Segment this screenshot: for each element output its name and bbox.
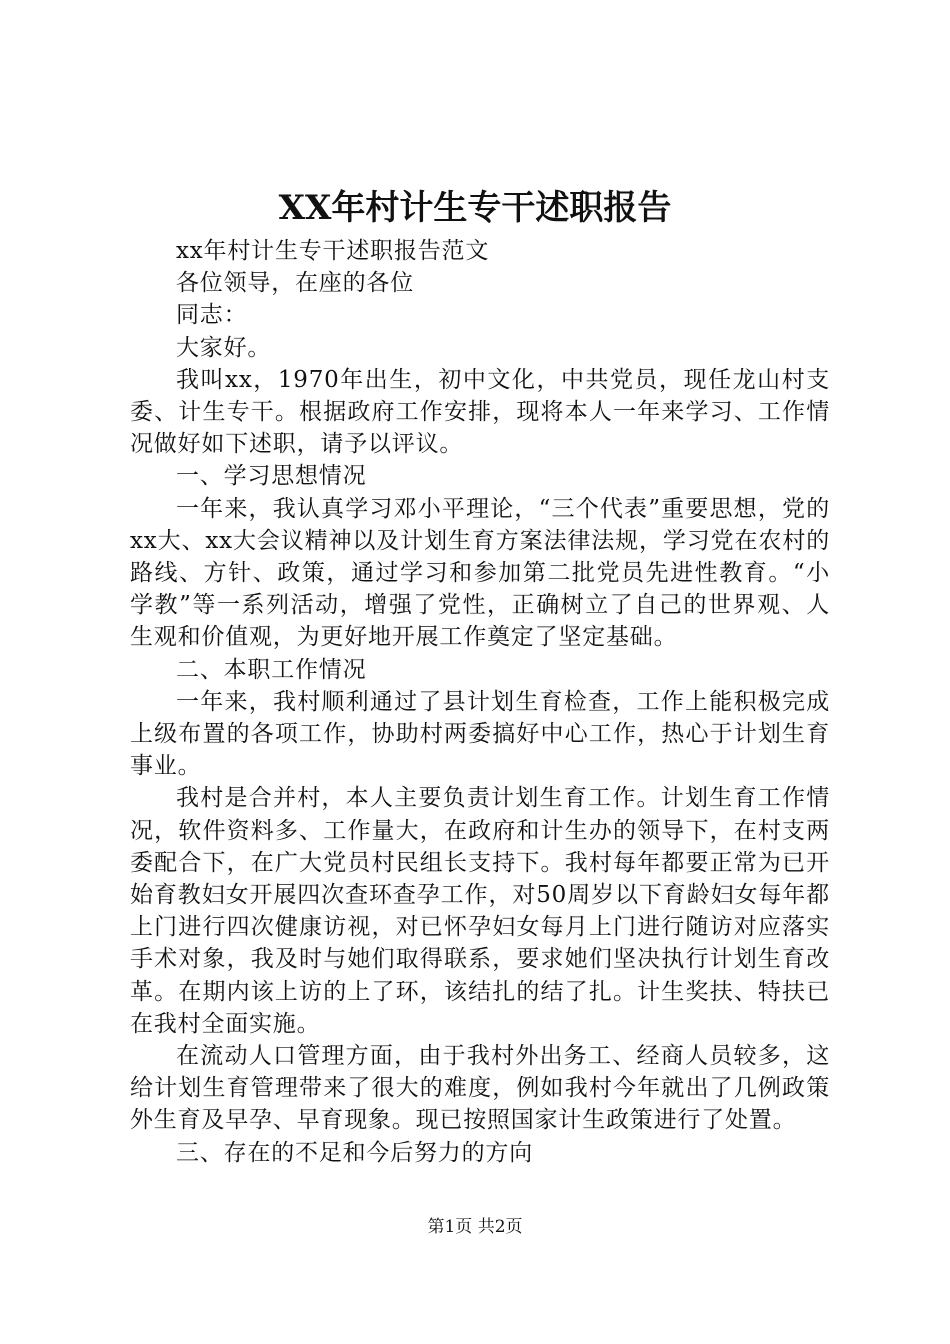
paragraph-migrant: 在流动人口管理方面，由于我村外出务工、经商人员较多，这给计划生育管理带来了很大的难度，例如我村今年就出了几例政策外生育及早孕、早育现象。现已按照国家计生政策进行了处置。 bbox=[130, 1043, 830, 1134]
paragraph-subtitle: xx年村计生专干述职报告范文 bbox=[176, 238, 490, 264]
page-footer bbox=[0, 1215, 950, 1239]
paragraph-intro: 我叫xx，1970年出生，初中文化，中共党员，现任龙山村支委、计生专干。根据政府工作安排，现将本人一年来学习、工作情况做好如下述职，请予以评议。 bbox=[130, 366, 830, 458]
document-body bbox=[130, 235, 830, 1169]
paragraph-work-1: 一年来，我村顺利通过了县计划生育检查，工作上能积极完成上级布置的各项工作，协助村两委搞好中心工作，热心于计划生育事业。 bbox=[130, 688, 830, 780]
section-heading-2: 二、本职工作情况 bbox=[176, 656, 367, 683]
section-heading-3: 三、存在的不足和今后努力的方向 bbox=[176, 1139, 533, 1166]
paragraph-study: 一年来，我认真学习邓小平理论，“三个代表”重要思想，党的xx大、xx大会议精神以及计划生育方案法律法规，学习党在农村的路线、方针、政策，通过学习和参加第二批党员先进性教育。“小学教”等一系列活动，增强了党性，正确树立了自己的世界观、人生观和价值观，为更好地开展工作奠定了坚定基础。 bbox=[130, 495, 830, 651]
paragraph-salutation-cont: 同志： bbox=[176, 302, 248, 329]
paragraph-salutation: 各位领导，在座的各位 bbox=[176, 270, 414, 297]
page-number: 第1页 bbox=[427, 1217, 473, 1237]
page-total: 共2页 bbox=[477, 1217, 523, 1237]
section-heading-1: 一、学习思想情况 bbox=[176, 463, 367, 490]
paragraph-greeting: 大家好。 bbox=[176, 334, 272, 361]
document-title: XX年村计生专干述职报告 bbox=[278, 188, 672, 228]
paragraph-work-2: 我村是合并村，本人主要负责计划生育工作。计划生育工作情况，软件资料多、工作量大，在政府和计生办的领导下，在村支两委配合下，在广大党员村民组长支持下。我村每年都要正常为已开始育教妇女开展四次查环查孕工作，对50周岁以下育龄妇女每年都上门进行四次健康访视，对已怀孕妇女每月上门进行随访对应落实手术对象，我及时与她们取得联系，要求她们坚决执行计划生育改革。在期内该上访的上了环，该结扎的结了扎。计生奖扶、特扶已在我村全面实施。 bbox=[130, 785, 830, 1037]
